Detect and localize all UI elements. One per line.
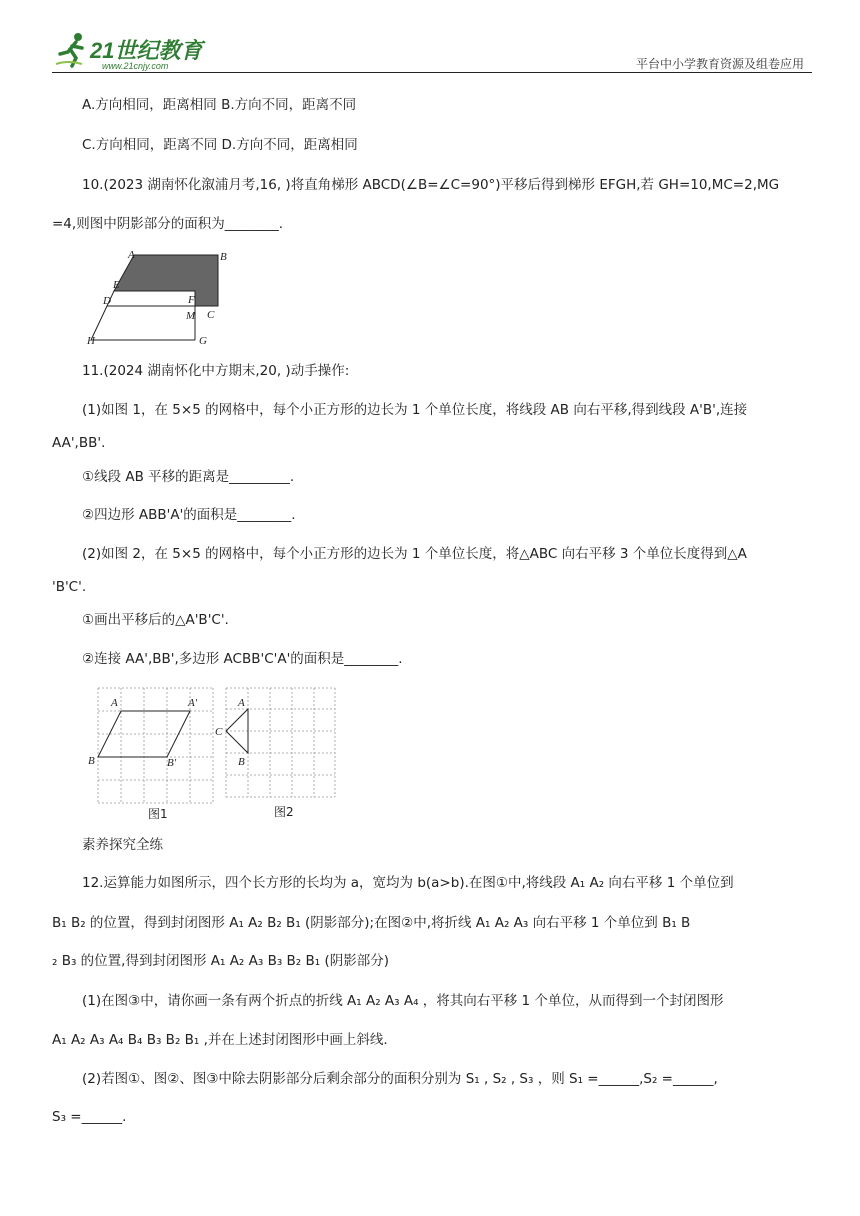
- q11-p1-q2: ②四边形 ABB'A'的面积是________.: [82, 507, 296, 523]
- label-f: F: [188, 294, 195, 306]
- label-e: E: [113, 279, 120, 291]
- options-line-1: A.方向相同，距离相同 B.方向不同，距离不同: [82, 97, 357, 113]
- q11-figure-2: [212, 682, 342, 822]
- label-c: C: [207, 309, 215, 321]
- label-a: A: [128, 249, 135, 261]
- label-b: B: [220, 251, 227, 263]
- q10-trapezoid-figure: [84, 246, 244, 346]
- fig2-label-a: A: [238, 697, 245, 709]
- label-m: M: [186, 310, 196, 322]
- fig2-label-b: B: [238, 756, 245, 768]
- q11-figure-1: [90, 682, 220, 822]
- fig2-label-c: C: [215, 726, 223, 738]
- label-d: D: [103, 295, 111, 307]
- q11-title: 11.(2024 湖南怀化中方期末,20, )动手操作:: [82, 363, 350, 379]
- q11-p1-line-2: AA',BB'.: [52, 435, 106, 451]
- fig1-label-a-prime: A': [188, 697, 198, 709]
- q11-p2-q1: ①画出平移后的△A'B'C'.: [82, 612, 229, 628]
- fig2-caption: 图2: [274, 805, 294, 819]
- label-h: H: [87, 335, 95, 347]
- q10-text-line-1: 10.(2023 湖南怀化溆浦月考,16, )将直角梯形 ABCD(∠B=∠C=90°)平移后得到梯形 EFGH,若 GH=10,MC=2,MG: [82, 177, 780, 193]
- logo: [52, 28, 252, 72]
- fig1-label-b: B: [88, 755, 95, 767]
- page-header: [52, 28, 812, 74]
- q12-p2-line-1: (2)若图①、图②、图③中除去阴影部分后剩余部分的面积分别为 S₁ , S₂ , S₃ ，则 S₁ =______,S₂ =______,: [82, 1071, 718, 1087]
- q12-p2-line-2: S₃ =______.: [52, 1109, 127, 1125]
- q10-text-line-2: =4,则图中阴影部分的面积为________.: [52, 216, 283, 232]
- section-title: 素养探究全练: [82, 837, 163, 853]
- q11-p2-line-1: (2)如图 2，在 5×5 的网格中，每个小正方形的边长为 1 个单位长度，将△ABC 向右平移 3 个单位长度得到△A: [82, 546, 747, 562]
- logo-text: 21世纪教育: [90, 38, 203, 63]
- q11-p1-line-1: (1)如图 1，在 5×5 的网格中，每个小正方形的边长为 1 个单位长度，将线段 AB 向右平移,得到线段 A'B',连接: [82, 402, 748, 418]
- runner-logo-icon: [52, 30, 92, 70]
- options-line-2: C.方向相同，距离不同 D.方向不同，距离相同: [82, 137, 358, 153]
- q12-line-2: B₁ B₂ 的位置，得到封闭图形 A₁ A₂ B₂ B₁ (阴影部分);在图②中,将折线 A₁ A₂ A₃ 向右平移 1 个单位到 B₁ B: [52, 915, 691, 931]
- q12-p1-line-1: (1)在图③中，请你画一条有两个折点的折线 A₁ A₂ A₃ A₄ ，将其向右平移 1 个单位，从而得到一个封闭图形: [82, 993, 724, 1009]
- q11-p1-q1: ①线段 AB 平移的距离是_________.: [82, 469, 295, 485]
- q11-p2-line-2: 'B'C'.: [52, 579, 87, 595]
- logo-url: www.21cnjy.com: [102, 61, 169, 71]
- q12-line-3: ₂ B₃ 的位置,得到封闭图形 A₁ A₂ A₃ B₃ B₂ B₁ (阴影部分): [52, 953, 389, 969]
- q12-p1-line-2: A₁ A₂ A₃ A₄ B₄ B₃ B₂ B₁ ,并在上述封闭图形中画上斜线.: [52, 1032, 388, 1048]
- fig1-label-b-prime: B': [167, 757, 177, 769]
- fig1-label-a: A: [111, 697, 118, 709]
- platform-text: 平台中小学教育资源及组卷应用: [635, 57, 804, 71]
- q11-p2-q2: ②连接 AA',BB',多边形 ACBB'C'A'的面积是________.: [82, 651, 403, 667]
- header-divider: [52, 72, 812, 73]
- label-g: G: [199, 335, 207, 347]
- q12-line-1: 12.运算能力如图所示，四个长方形的长均为 a，宽均为 b(a>b).在图①中,将线段 A₁ A₂ 向右平移 1 个单位到: [82, 875, 734, 891]
- fig1-caption: 图1: [148, 807, 168, 821]
